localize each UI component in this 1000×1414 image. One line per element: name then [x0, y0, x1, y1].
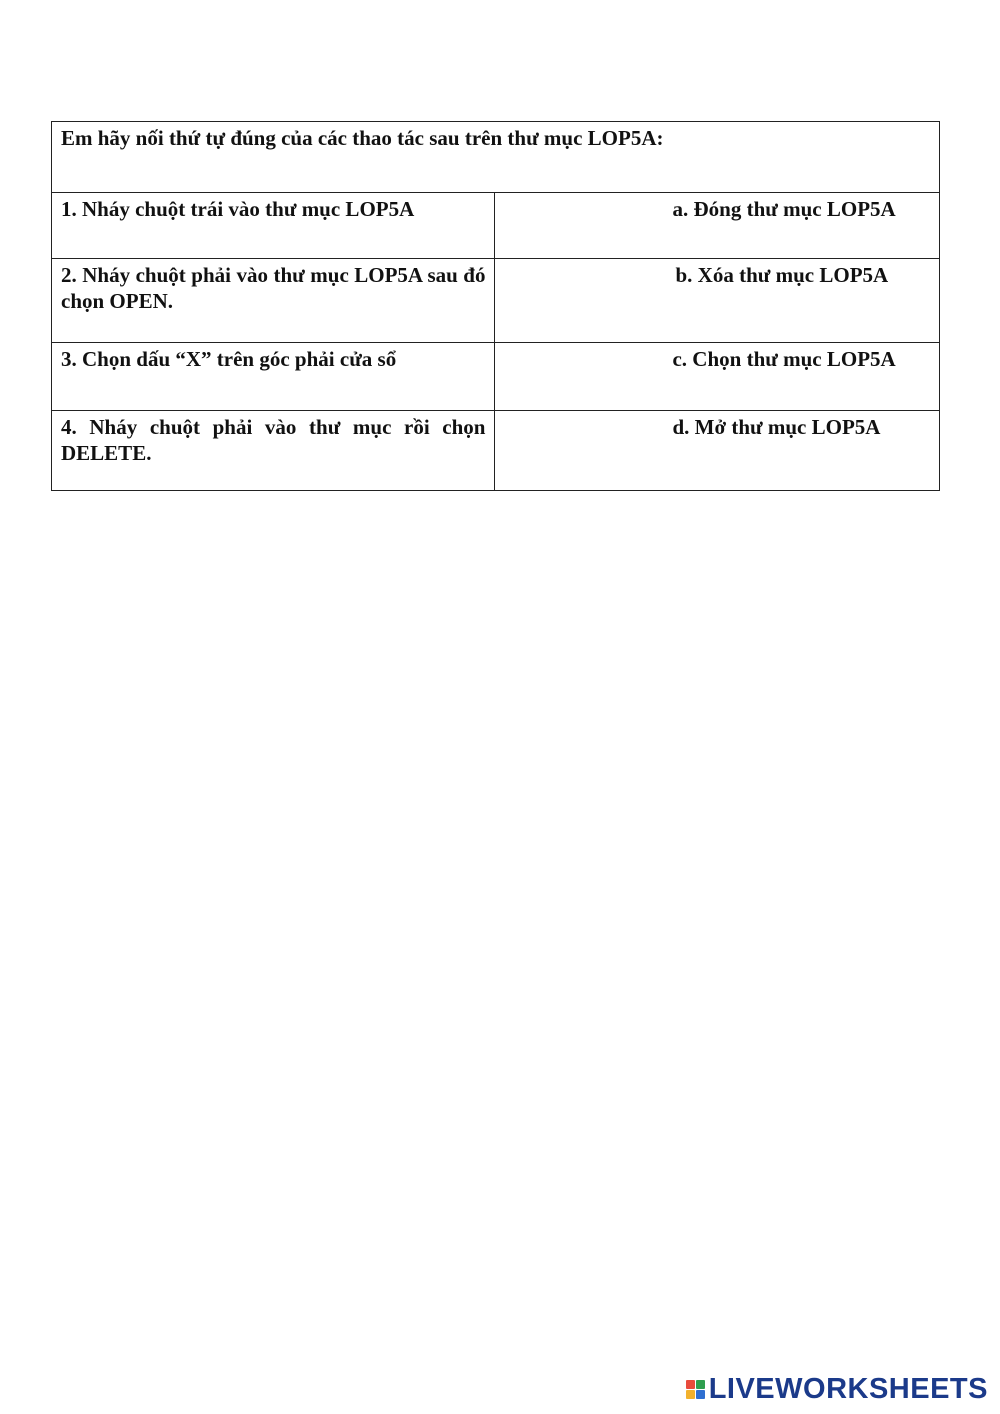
table-row: [52, 343, 940, 411]
logo-square-icon: [686, 1390, 695, 1399]
logo-square-icon: [686, 1380, 695, 1389]
option-cell[interactable]: [495, 411, 940, 491]
step-cell[interactable]: [52, 343, 495, 411]
matching-table: [51, 121, 940, 491]
liveworksheets-logo-icon: [686, 1380, 705, 1399]
option-cell[interactable]: [495, 343, 940, 411]
liveworksheets-brand: [686, 1374, 988, 1404]
step-cell[interactable]: [52, 259, 495, 343]
table-row: [52, 411, 940, 491]
logo-square-icon: [696, 1390, 705, 1399]
brand-name: LIVEWORKSHEETS: [708, 1373, 988, 1405]
option-c-text: c. Chọn thư mục LOP5A: [672, 347, 896, 371]
option-d-text: d. Mở thư mục LOP5A: [672, 415, 881, 439]
option-cell[interactable]: [495, 193, 940, 259]
step-cell[interactable]: [52, 411, 495, 491]
step-1-text: 1. Nháy chuột trái vào thư mục LOP5A: [61, 197, 415, 221]
instruction-text: Em hãy nối thứ tự đúng của các thao tác sau trên thư mục LOP5A:: [61, 126, 664, 150]
step-4-text: 4. Nháy chuột phải vào thư mục rồi chọn DELETE.: [61, 415, 486, 465]
instruction-row: [52, 122, 940, 193]
step-cell[interactable]: [52, 193, 495, 259]
step-2-text: 2. Nháy chuột phải vào thư mục LOP5A sau đó chọn OPEN.: [61, 263, 486, 313]
option-a-text: a. Đóng thư mục LOP5A: [672, 197, 896, 221]
option-cell[interactable]: [495, 259, 940, 343]
instruction-cell: [52, 122, 940, 193]
table-row: [52, 259, 940, 343]
logo-square-icon: [696, 1380, 705, 1389]
table-row: [52, 193, 940, 259]
option-b-text: b. Xóa thư mục LOP5A: [675, 263, 889, 287]
step-3-text: 3. Chọn dấu “X” trên góc phải cửa sổ: [61, 347, 397, 371]
